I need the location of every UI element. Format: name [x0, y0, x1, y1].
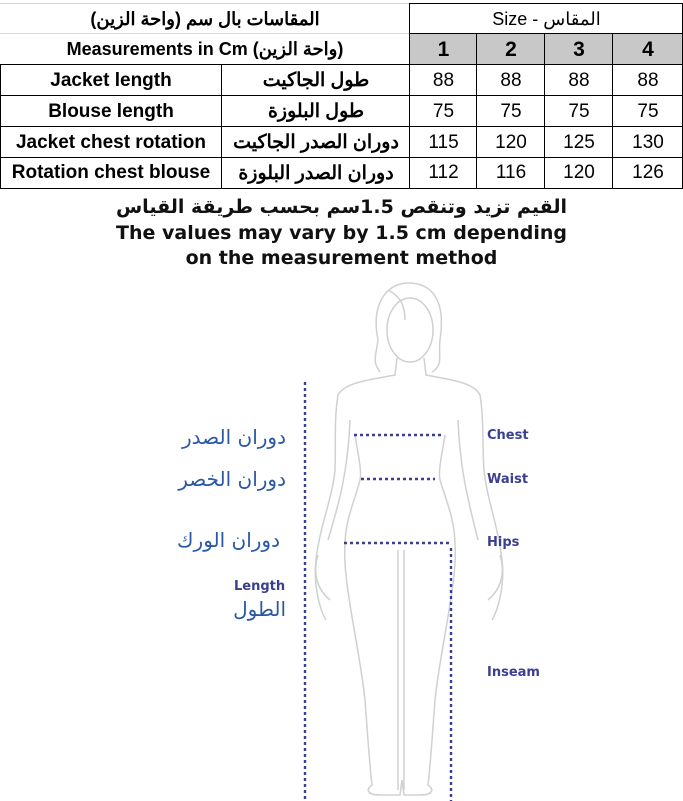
- border: [0, 188, 683, 189]
- table-cell: 75: [568, 100, 590, 122]
- label-hips: Hips: [487, 535, 520, 550]
- row-label-en: Blouse length: [48, 100, 174, 122]
- size-3-header: 3: [545, 34, 613, 65]
- label-ar-hips: دوران الورك: [177, 528, 280, 552]
- table-cell: 88: [500, 69, 522, 91]
- table-title-ar: المقاسات بال سم (واحة الزين): [90, 8, 320, 29]
- row-label-ar: دوران الصدر الجاكيت: [233, 132, 399, 153]
- table-cell: 130: [632, 131, 664, 153]
- border: [0, 157, 683, 158]
- note-en-line2: on the measurement method: [185, 247, 498, 269]
- table-cell: 120: [495, 131, 527, 153]
- border: [221, 64, 222, 189]
- label-ar-length: الطول: [233, 597, 286, 621]
- row-label-en: Rotation chest blouse: [11, 162, 211, 183]
- size-2-header: 2: [477, 34, 545, 65]
- body-measurement-figure: [0, 280, 683, 801]
- label-waist: Waist: [487, 472, 529, 487]
- row-label-en: Jacket length: [50, 69, 172, 91]
- border: [612, 33, 613, 189]
- row-label-ar: طول الجاكيت: [262, 70, 370, 91]
- table-cell: 116: [495, 162, 527, 183]
- size-header: Size - المقاس: [492, 8, 601, 29]
- table-cell: 75: [432, 100, 455, 122]
- size-chart-table: [0, 0, 683, 190]
- border: [0, 95, 683, 96]
- table-cell: 75: [500, 100, 522, 122]
- label-ar-waist: دوران الخصر: [178, 467, 286, 491]
- label-chest: Chest: [487, 428, 529, 443]
- label-inseam: Inseam: [487, 665, 540, 680]
- table-cell: 75: [637, 100, 659, 122]
- body-outline-icon: [0, 280, 683, 801]
- border: [0, 126, 683, 127]
- border: [544, 33, 545, 189]
- size-4-header: 4: [613, 34, 683, 65]
- border: [0, 64, 1, 189]
- label-length: Length: [234, 579, 286, 594]
- table-cell: 88: [637, 69, 659, 91]
- table-cell: 112: [428, 162, 459, 183]
- size-1-header: 1: [410, 34, 477, 65]
- table-cell: 115: [428, 131, 459, 153]
- note-en-line1: The values may vary by 1.5 cm depending: [116, 222, 567, 244]
- row-label-ar: طول البلوزة: [267, 101, 365, 122]
- table-cell: 125: [563, 131, 595, 153]
- border: [409, 3, 410, 189]
- table-cell: 88: [432, 69, 455, 91]
- row-label-en: Jacket chest rotation: [15, 131, 207, 153]
- border: [476, 33, 477, 189]
- label-ar-chest: دوران الصدر: [182, 425, 286, 449]
- border: [409, 3, 683, 4]
- border: [0, 64, 683, 65]
- table-cell: 120: [563, 162, 595, 183]
- table-title-en: Measurements in Cm (واحة الزين): [66, 39, 344, 59]
- table-cell: 88: [568, 69, 590, 91]
- border: [409, 33, 683, 34]
- table-cell: 126: [632, 162, 664, 183]
- note-ar: القيم تزيد وتنقص 1.5سم بحسب طريقة القياس: [115, 196, 568, 218]
- row-label-ar: دوران الصدر البلوزة: [238, 162, 394, 184]
